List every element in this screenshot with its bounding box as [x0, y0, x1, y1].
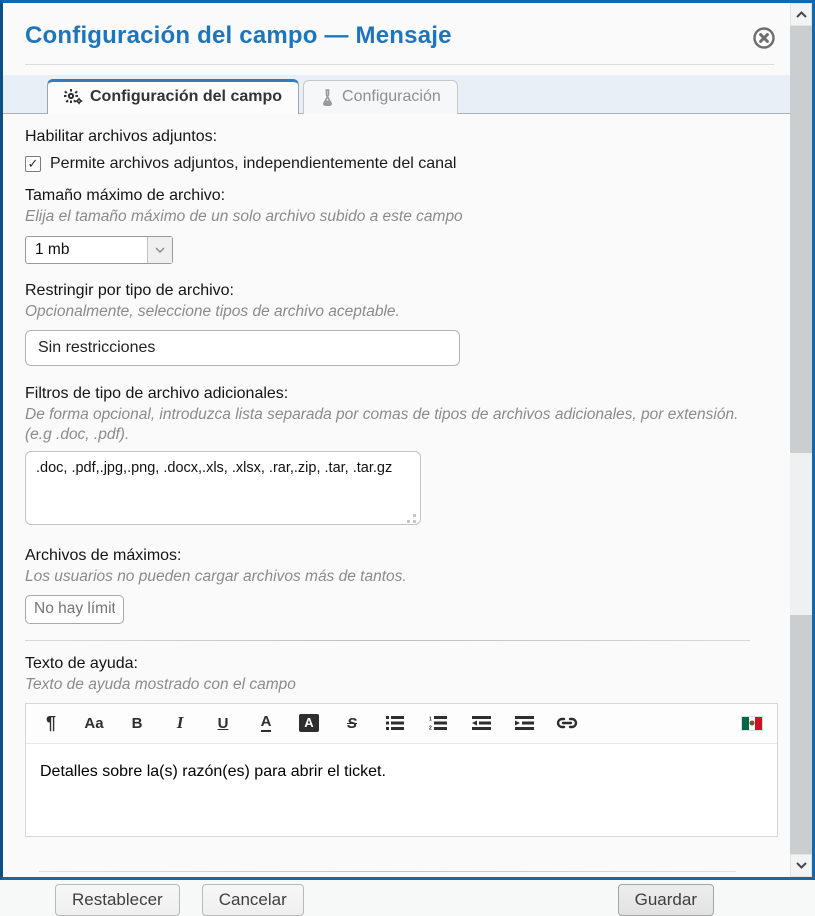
max-size-label: Tamaño máximo de archivo: — [25, 187, 226, 204]
restrict-type-label: Restringir por tipo de archivo: — [25, 282, 234, 300]
max-size-selected-value: 1 mb — [35, 241, 70, 259]
restrict-type-hint: Opcionalmente, seleccione tipos de archivo aceptable. — [25, 303, 400, 321]
help-text-hint: Texto de ayuda mostrado con el campo — [25, 675, 296, 693]
extra-filters-hint: De forma opcional, introduzca lista separada por comas de tipos de archivos adicionales, por extensión. (e.g .doc, .pdf). — [25, 406, 739, 444]
chevron-down-icon — [796, 862, 807, 869]
cogs-icon — [64, 89, 83, 105]
help-text-editor — [25, 703, 778, 837]
unordered-list-icon — [386, 716, 404, 730]
circle-x-icon — [752, 26, 776, 50]
vertical-scrollbar[interactable] — [790, 3, 812, 877]
font-case-button[interactable]: Aa — [84, 714, 104, 732]
section-divider — [25, 640, 750, 641]
paragraph-format-button[interactable]: ¶ — [45, 712, 56, 733]
svg-text:1: 1 — [429, 716, 432, 723]
bold-button[interactable]: B — [131, 714, 143, 732]
max-size-hint: Elija el tamaño máximo de un solo archivo subido a este campo — [25, 208, 463, 225]
cancel-button[interactable]: Cancelar — [202, 884, 304, 916]
link-icon — [556, 716, 578, 730]
tab-label: Configuración — [342, 88, 441, 105]
indent-icon — [515, 716, 534, 730]
highlight-color-button[interactable] — [298, 710, 320, 736]
attachments-checkbox-label: Permite archivos adjuntos, independientemente del canal — [50, 155, 457, 172]
tab-bar — [3, 75, 790, 114]
resize-grip-icon[interactable] — [407, 514, 416, 523]
mexico-flag-icon[interactable] — [741, 716, 763, 731]
strikethrough-button[interactable] — [341, 710, 363, 736]
underline-button[interactable] — [212, 710, 234, 736]
reset-button[interactable]: Restablecer — [55, 884, 180, 916]
max-size-select[interactable] — [25, 236, 173, 264]
title-divider — [25, 64, 774, 65]
footer — [25, 872, 750, 916]
restrict-type-input[interactable] — [25, 330, 460, 366]
indent-button[interactable] — [513, 710, 535, 736]
tab-configuration[interactable] — [303, 80, 458, 114]
highlight-glyph: A — [299, 714, 318, 732]
modal-titlebar — [3, 3, 790, 60]
max-files-hint: Los usuarios no pueden cargar archivos más de tantos. — [25, 567, 407, 585]
ordered-list-button[interactable] — [427, 710, 449, 736]
outdent-icon — [472, 716, 491, 730]
help-text-label: Texto de ayuda: — [25, 654, 138, 672]
italic-button[interactable]: I — [176, 713, 184, 733]
link-button[interactable] — [556, 710, 578, 736]
attachments-checkbox[interactable]: ✓ — [25, 156, 41, 172]
tab-field-configuration[interactable] — [47, 79, 299, 114]
scrollbar-track[interactable] — [790, 26, 812, 854]
extra-filters-textarea[interactable] — [25, 451, 421, 525]
attachments-label: Habilitar archivos adjuntos: — [25, 128, 218, 145]
ordered-list-icon — [429, 716, 447, 730]
unordered-list-button[interactable] — [384, 710, 406, 736]
chevron-up-icon — [796, 11, 807, 18]
outdent-button[interactable] — [470, 710, 492, 736]
scroll-up-button[interactable] — [790, 3, 812, 26]
chevron-down-icon — [147, 237, 172, 263]
flask-icon — [320, 89, 335, 106]
editor-toolbar — [26, 704, 777, 744]
modal-title: Configuración del campo — Mensaje — [25, 22, 452, 49]
text-color-button[interactable] — [255, 710, 277, 736]
svg-text:2: 2 — [429, 725, 432, 732]
underline-glyph: U — [217, 714, 229, 732]
max-files-label: Archivos de máximos: — [25, 546, 182, 564]
text-color-glyph: A — [260, 713, 272, 731]
close-button[interactable] — [752, 26, 776, 50]
extra-filters-label: Filtros de tipo de archivo adicionales: — [25, 385, 289, 403]
strikethrough-glyph: S — [346, 714, 357, 732]
editor-content[interactable]: Detalles sobre la(s) razón(es) para abrir el ticket. — [40, 762, 386, 780]
scroll-down-button[interactable] — [790, 854, 812, 877]
save-button[interactable]: Guardar — [618, 884, 714, 916]
max-files-input[interactable] — [25, 595, 124, 624]
tab-label: Configuración del campo — [90, 88, 283, 105]
scrollbar-thumb[interactable] — [790, 453, 812, 615]
